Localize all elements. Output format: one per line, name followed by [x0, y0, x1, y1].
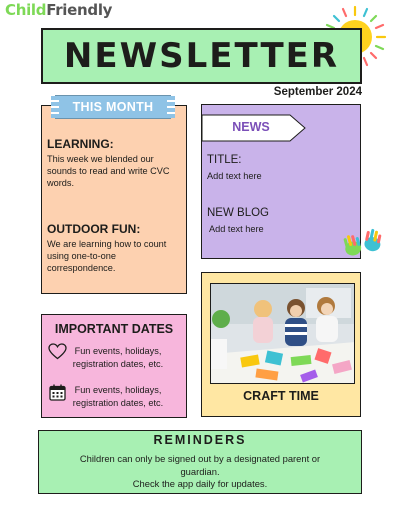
reminders-text	[60, 453, 340, 491]
page-title: NEWSLETTER	[63, 36, 340, 76]
craft-time-photo	[210, 283, 355, 384]
logo-part-friendly: Friendly	[46, 1, 113, 19]
reminder-line-2: Check the app daily for updates.	[132, 478, 268, 489]
craft-time-caption: CRAFT TIME	[243, 389, 319, 403]
outdoor-fun-heading: OUTDOOR FUN:	[47, 222, 141, 236]
learning-text: This week we blended our sounds to read and write CVC words.	[47, 154, 170, 189]
brand-logo	[5, 1, 112, 19]
this-month-tag	[55, 95, 171, 119]
date-item-1-text: Fun events, holidays, registration dates, etc.	[72, 346, 164, 369]
reminder-line-1: Children can only be signed out by a designated parent or guardian.	[79, 453, 321, 477]
new-blog-text: Add text here	[209, 224, 264, 234]
painted-hands-icon	[336, 226, 392, 262]
learning-heading: LEARNING:	[47, 137, 114, 151]
newsletter-title-banner	[41, 28, 362, 84]
this-month-label: THIS MONTH	[72, 100, 154, 114]
logo-part-child: Child	[5, 1, 47, 19]
news-title-label: TITLE:	[207, 154, 242, 166]
new-blog-label: NEW BLOG	[207, 207, 269, 219]
reminders-heading: REMINDERS	[153, 433, 247, 447]
news-label: NEWS	[232, 120, 270, 134]
newsletter-date: September 2024	[273, 86, 362, 98]
news-title-text: Add text here	[207, 171, 262, 181]
children-crafting-image	[211, 284, 355, 384]
important-dates-heading: IMPORTANT DATES	[54, 322, 174, 336]
date-item-2-text: Fun events, holidays, registration dates, etc.	[72, 385, 164, 408]
outdoor-fun-text: We are learning how to count using one-to-one correspondence.	[47, 239, 167, 274]
